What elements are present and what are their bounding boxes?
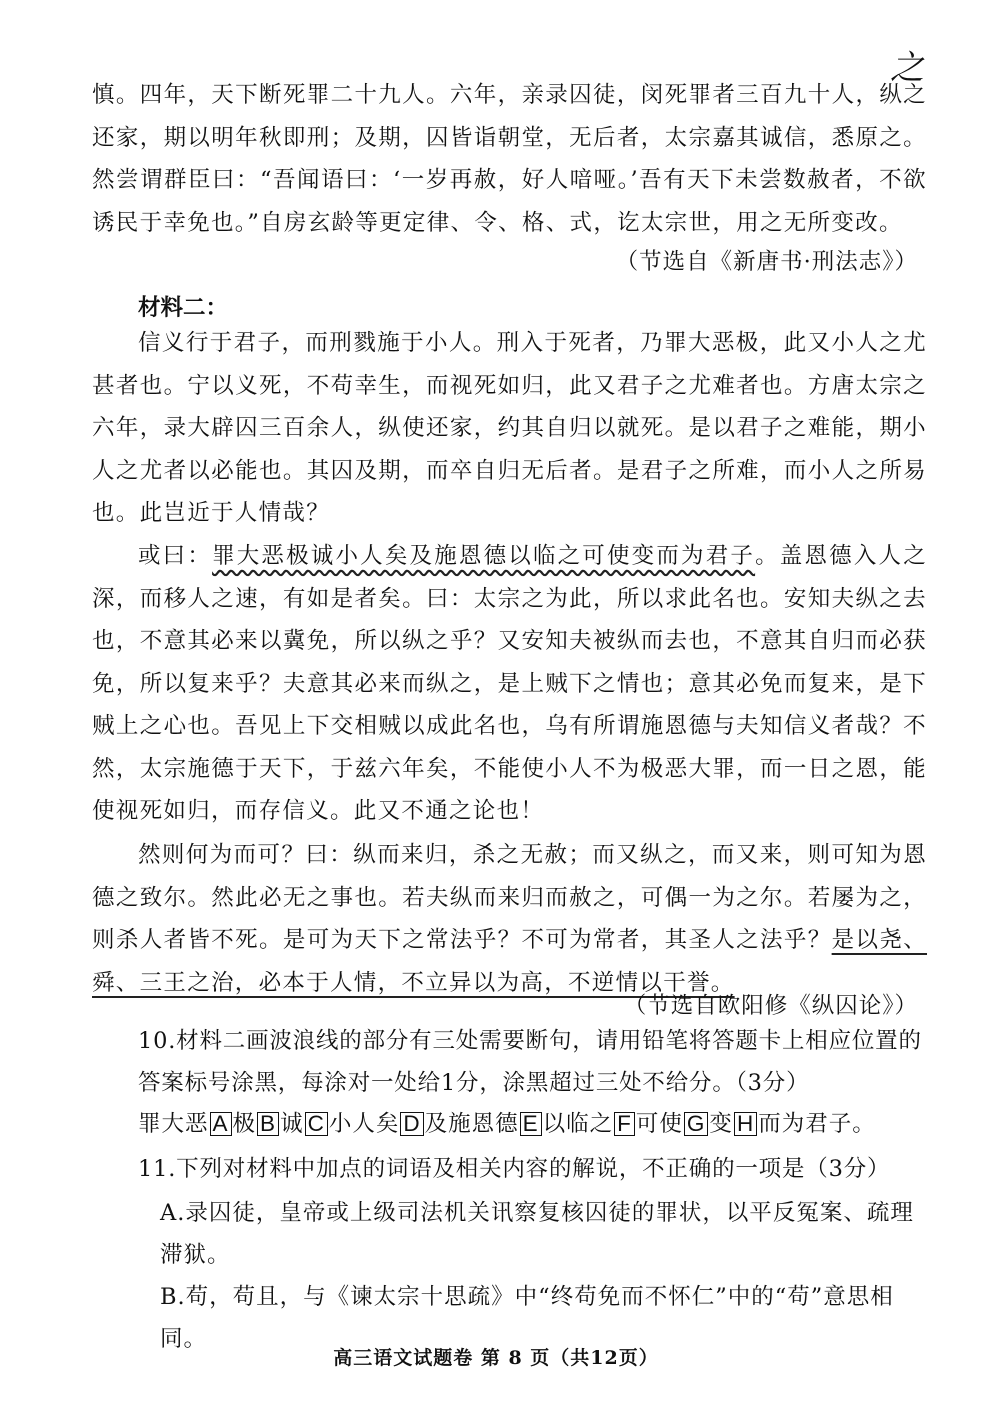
q10-answer-box-e[interactable]: E [520,1112,542,1136]
handwritten-mark: 之 [890,48,924,88]
wavy-underlined-text: 罪大恶极诚小人矣及施恩德以临之可使变而为君子 [212,543,756,569]
question-11: 11.下列对材料中加点的词语及相关内容的解说，不正确的一项是（3分） [138,1156,891,1182]
p2-prefix: 或曰： [138,543,213,569]
q10-segment-text: 罪大恶 [138,1111,209,1137]
q10-answer-box-c[interactable]: C [305,1112,328,1136]
question-11-option-b: B.苟，苟且，与《谏太宗十思疏》中“终苟免而不怀仁”中的“苟”意思相同。 [160,1284,894,1352]
material2-paragraph-3 [92,834,927,1004]
source-citation-1: （节选自《新唐书·刑法志》） [615,249,918,275]
question-11-option-a: A.录囚徒，皇帝或上级司法机关讯察复核囚徒的罪状，以平反冤案、疏理滞狱。 [160,1200,914,1268]
q10-answer-box-b[interactable]: B [257,1112,279,1136]
question-10: 10.材料二画波浪线的部分有三处需要断句，请用铅笔将答题卡上相应位置的答案标号涂黑，每涂对一处给1分，涂黑超过三处不给分。（3分） [138,1028,922,1096]
q10-answer-box-d[interactable]: D [400,1112,423,1136]
q10-answer-box-g[interactable]: G [684,1112,709,1136]
q10-segment-text: 极 [232,1111,257,1137]
q10-segment-text: 及施恩德 [424,1111,519,1137]
q10-segment-text: 可使 [635,1111,683,1137]
q10-segment-text: 以临之 [542,1111,614,1137]
material2-paragraph-1: 信义行于君子，而刑戮施于小人。刑入于死者，乃罪大恶极，此又小人之尤甚者也。宁以义死，不苟幸生，而视死如归，此又君子之尤难者也。方唐太宗之六年，录大辟囚三百余人，纵使还家，约其自归以就死。是以君子之难能，期小人之尤者以必能也。其囚及期，而卒自归无后者。是君子之所难，而小人之所易也。此岂近于人情哉？ [92,330,927,526]
q10-answer-box-a[interactable]: A [210,1112,232,1136]
q10-segment-text: 诚 [280,1111,304,1137]
q10-segment-text: 小人矣 [328,1111,400,1137]
question-10-options [138,1106,876,1138]
material2-paragraph-2 [92,535,927,833]
q10-answer-box-h[interactable]: H [734,1112,757,1136]
page-footer: 高三语文试题卷 第 8 页（共12页） [333,1347,659,1369]
q10-segment-text: 变 [709,1111,733,1137]
source-citation-2: （节选自欧阳修《纵囚论》） [623,993,918,1019]
q10-segment-text: 而为君子。 [758,1111,876,1137]
underlined-text: 是以尧、舜、三王之治，必本于人情，不立异以为高，不逆情以干誉。 [92,927,928,996]
p3-plain: 然则何为而可？曰：纵而来归，杀之无赦；而又纵之，而又来，则可知为恩德之致尔。然此必无之事也。若夫纵而来归而赦之，可偶一为之尔。若屡为之，则杀人者皆不死。是可为天下之常法乎？不可为常者，其圣人之法乎？ [92,842,927,953]
material2-heading: 材料二： [138,295,229,321]
material1-paragraph: 慎。四年，天下断死罪二十九人。六年，亲录囚徒，闵死罪者三百九十人，纵之还家，期以明年秋即刑；及期，囚皆诣朝堂，无后者，太宗嘉其诚信，悉原之。然尝谓群臣曰：“吾闻语曰：‘一岁再赦，好人喑哑。’吾有天下未尝数赦者，不欲诱民于幸免也。”自房玄龄等更定律、令、格、式，讫太宗世，用之无所变改。 [92,82,927,236]
q10-answer-box-f[interactable]: F [614,1112,635,1136]
p2-rest: 。盖恩德入人之深，而移人之速，有如是者矣。曰：太宗之为此，所以求此名也。安知夫纵之去也，不意其必来以冀免，所以纵之乎？又安知夫被纵而去也，不意其自归而必获免，所以复来乎？夫意其必来而纵之，是上贼下之情也；意其必免而复来，是下贼上之心也。吾见上下交相贼以成此名也，乌有所谓施恩德与夫知信义者哉？不然，太宗施德于天下，于兹六年矣，不能使小人不为极恶大罪，而一日之恩，能使视死如归，而存信义。此又不通之论也！ [92,543,927,824]
